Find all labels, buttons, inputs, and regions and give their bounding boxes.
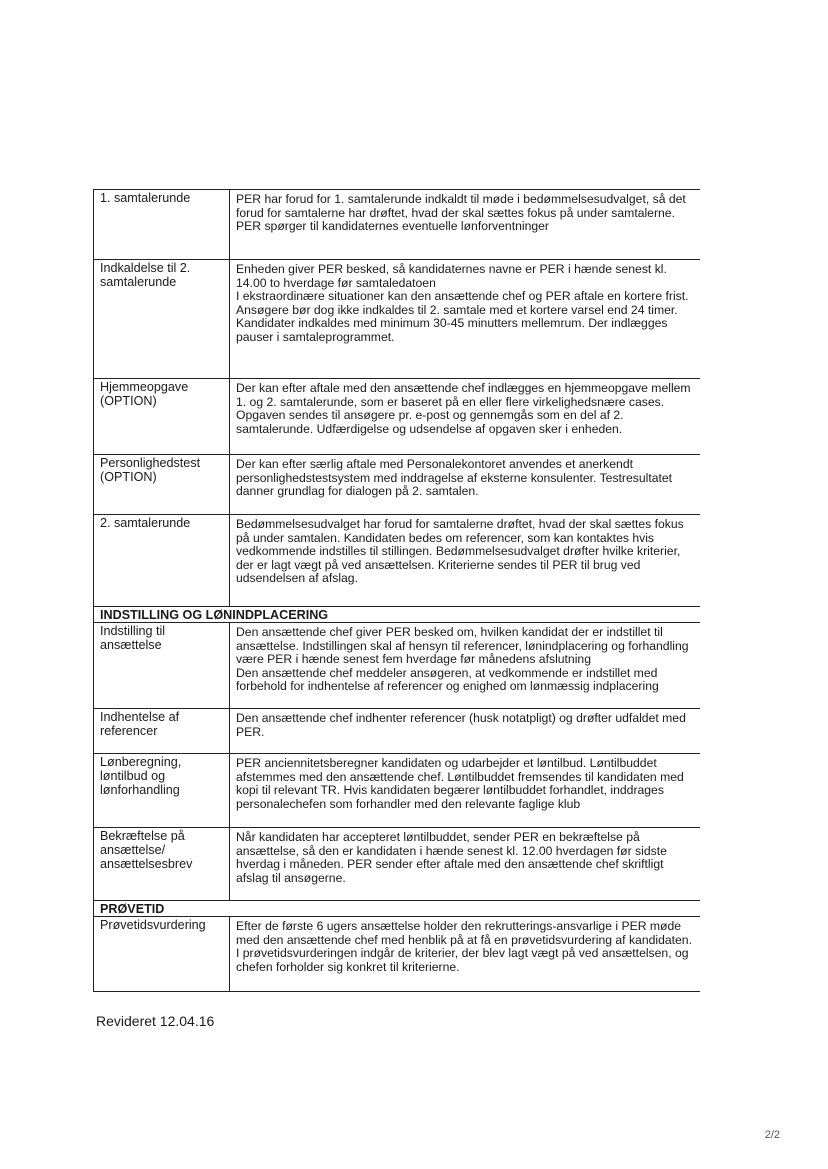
row-label: 1. samtalerunde (94, 190, 230, 259)
text-line: Enheden giver PER besked, så kandidaternes navne er PER i hænde senest kl. 14.00 to hverdage før samtaledatoen (236, 262, 667, 290)
table-row (94, 260, 700, 379)
table-row (94, 455, 700, 515)
text-line: Den ansættende chef giver PER besked om, hvilken kandidat der er indstillet til ansættelse. Indstillingen skal af hensyn til referencer, lønindplacering og forhandling være PER i hænde senest fem hverdage før månedens afslutning (236, 625, 689, 666)
table-row (94, 379, 700, 455)
row-label: Prøvetidsvurdering (94, 917, 230, 991)
row-label: Personlighedstest (OPTION) (94, 455, 230, 514)
table-row (94, 709, 700, 754)
row-label: Indstilling til ansættelse (94, 623, 230, 708)
table-row (94, 515, 700, 607)
row-content (230, 190, 700, 259)
text-line: Når kandidaten har accepteret løntilbuddet, sender PER en bekræftelse på ansættelse, så den er kandidaten i hænde senest kl. 12.00 hverdagen før sidste hverdag i måneden. PER sender efter aftale med den ansættende chef skriftligt afslag til ansøgerne. (236, 830, 667, 885)
row-content (230, 515, 700, 606)
text-line: I ekstraordinære situationer kan den ansættende chef og PER aftale en kortere frist. Ansøgere bør dog ikke indkaldes til 2. samtale med et kortere varsel end 24 timer. (236, 289, 689, 317)
row-label: Bekræftelse på ansættelse/ ansættelsesbrev (94, 828, 230, 900)
text-line: PER har forud for 1. samtalerunde indkaldt til møde i bedømmelsesudvalget, så det forud for samtalerne har drøftet, hvad der skal sættes fokus på under samtalerne. (236, 192, 686, 220)
row-label: Indkaldelse til 2. samtalerunde (94, 260, 230, 378)
table-row (94, 190, 700, 260)
table-row (94, 754, 700, 828)
text-line: Efter de første 6 ugers ansættelse holder den rekrutterings-ansvarlige i PER møde med den ansættende chef med henblik på at få en prøvetidsvurdering af kandidaten. I prøvetidsvurderingen indgår de kriterier, der blev lagt vægt på ved ansættelsen, og chefen forholder sig konkret til kriterierne. (236, 919, 692, 974)
text-line: PER spørger til kandidaternes eventuelle lønforventninger (236, 219, 549, 233)
table-row (94, 623, 700, 709)
row-content (230, 379, 700, 454)
text-line: Der kan efter særlig aftale med Personalekontoret anvendes et anerkendt personlighedstestsystem med inddragelse af eksterne konsulenter. Testresultatet danner grundlag for dialogen på 2. samtalen. (236, 457, 673, 498)
table-row (94, 828, 700, 901)
text-line: Den ansættende chef meddeler ansøgeren, at vedkommende er indstillet med forbehold for indhentelse af referencer og enighed om lønmæssig indplacering (236, 665, 659, 693)
text-line: Den ansættende chef indhenter referencer (husk notatpligt) og drøfter udfaldet med PER. (236, 711, 686, 739)
row-content (230, 709, 700, 753)
row-content (230, 917, 700, 991)
row-label: Indhentelse af referencer (94, 709, 230, 753)
procedure-table (93, 189, 700, 992)
revision-note: Revideret 12.04.16 (96, 1013, 215, 1029)
row-content (230, 455, 700, 514)
page-number: 2/2 (764, 1129, 780, 1141)
row-content (230, 828, 700, 900)
row-content (230, 260, 700, 378)
section-heading: PRØVETID (94, 901, 700, 917)
text-line: PER anciennitetsberegner kandidaten og udarbejder et løntilbud. Løntilbuddet afstemmes med den ansættende chef. Løntilbuddet fremsendes til kandidaten med kopi til relevant TR. Hvis kandidaten begærer løntilbuddet forhandlet, inddrages personalechefen som forhandler med den relevante faglige klub (236, 756, 684, 811)
row-content (230, 754, 700, 827)
text-line: Bedømmelsesudvalget har forud for samtalerne drøftet, hvad der skal sættes fokus på under samtalen. Kandidaten bedes om referencer, som kan kontaktes hvis vedkommende indstilles til stillingen. Bedømmelsesudvalget drøfter hvilke kriterier, der er lagt vægt på ved ansættelsen. Kriterierne sendes til PER til brug ved udsendelsen af afslag. (236, 517, 684, 585)
row-label: Hjemmeopgave (OPTION) (94, 379, 230, 454)
row-content (230, 623, 700, 708)
text-line: Der kan efter aftale med den ansættende chef indlægges en hjemmeopgave mellem 1. og 2. samtalerunde, som er baseret på en eller flere virkelighedsnære cases. Opgaven sendes til ansøgere pr. e-post og gennemgås som en del af 2. samtalerunde. Udfærdigelse og udsendelse af opgaven sker i enheden. (236, 381, 691, 436)
text-line: Kandidater indkaldes med minimum 30-45 minutters mellemrum. Der indlægges pauser i samtaleprogrammet. (236, 316, 668, 344)
row-label: 2. samtalerunde (94, 515, 230, 606)
row-label: Lønberegning, løntilbud og lønforhandling (94, 754, 230, 827)
table-row (94, 917, 700, 992)
section-heading: INDSTILLING OG LØNINDPLACERING (94, 607, 700, 623)
